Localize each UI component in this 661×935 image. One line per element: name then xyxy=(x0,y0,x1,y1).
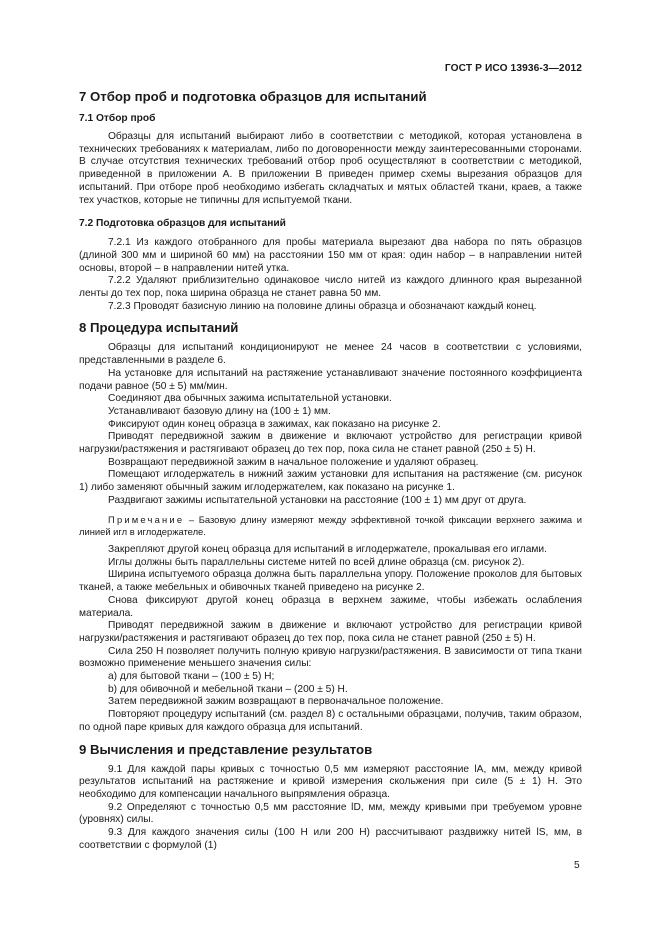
subsection-7-2-title: 7.2 Подготовка образцов для испытаний xyxy=(79,218,286,230)
section-8-title: 8 Процедура испытаний xyxy=(79,320,239,336)
paragraph-8-16: а) для бытовой ткани – (100 ± 5) Н; xyxy=(108,671,275,683)
paragraph-8-18: Затем передвижной зажим возвращают в первоначальное положение. xyxy=(108,696,444,708)
paragraph-7-1: Образцы для испытаний выбирают либо в соответствии с методикой, которая установлена в технических требованиях к материалам, либо по договоренности между заинтересованными сторонами. В случае отсутствия технических требований отбор проб осуществляют в соответствии с методикой, приведенной в приложении А. В приложении В приведен пример схемы вырезания образцов для испытаний. При отборе проб необходимо избегать складчатых и мятых областей ткани, краев, а также тех участков, которые не типичны для испытуемой ткани. xyxy=(79,131,582,206)
paragraph-7-2-1: 7.2.1 Из каждого отобранного для пробы материала вырезают два набора по пять образцов (длиной 300 мм и шириной 60 мм) на расстоянии 150 мм от края: один набор – в направлении нитей основы, второй – в направлении нитей утка. xyxy=(79,237,582,274)
paragraph-8-12: Ширина испытуемого образца должна быть параллельна упору. Положение проколов для бытовых тканей, а также мебельных и обивочных тканей приведено на рисунке 2. xyxy=(79,569,582,594)
paragraph-8-6: Приводят передвижной зажим в движение и включают устройство для регистрации кривой нагрузки/растяжения и растягивают образец до тех пор, пока сила не станет равной (250 ± 5) Н. xyxy=(79,431,582,456)
paragraph-8-17: b) для обивочной и мебельной ткани – (200 ± 5) Н. xyxy=(108,683,348,695)
paragraph-8-3: Соединяют два обычных зажима испытательной установки. xyxy=(108,393,392,405)
paragraph-8-1: Образцы для испытаний кондиционируют не менее 24 часов в соответствии с условиями, представленными в разделе 6. xyxy=(79,342,582,367)
paragraph-8-19: Повторяют процедуру испытаний (см. раздел 8) с остальными образцами, получив, таким образом, по одной паре кривых для каждого образца для испытаний. xyxy=(79,709,582,733)
paragraph-8-10: Закрепляют другой конец образца для испытаний в иглодержателе, прокалывая его иглами. xyxy=(108,543,547,555)
paragraph-8-15: Сила 250 Н позволяет получить полную кривую нагрузки/растяжения. В зависимости от типа ткани возможно применение меньшего значения силы: xyxy=(79,645,582,670)
document-header: ГОСТ Р ИСО 13936-3—2012 xyxy=(444,63,582,74)
paragraph-8-13: Снова фиксируют другой конец образца в верхнем зажиме, чтобы избежать ослабления материала. xyxy=(79,594,582,619)
paragraph-8-4: Устанавливают базовую длину на (100 ± 1) мм. xyxy=(108,405,331,417)
paragraph-9-1: 9.1 Для каждой пары кривых с точностью 0,5 мм измеряют расстояние lA, мм, между кривой результатов испытаний на растяжение и кривой измерения скольжения при силе (5 ± 1) Н. Это необходимо для компенсации начального выпрямления образца. xyxy=(79,763,582,800)
paragraph-9-3: 9.3 Для каждого значения силы (100 Н или 200 Н) рассчитывают раздвижку нитей lS, мм, в соответствии с формулой (1) xyxy=(79,827,582,851)
paragraph-7-2-2: 7.2.2 Удаляют приблизительно одинаковое число нитей из каждого длинного края вырезанной ленты до тех пор, пока ширина образца не станет равна 50 мм. xyxy=(79,275,582,300)
subsection-7-1-title: 7.1 Отбор проб xyxy=(79,113,156,124)
paragraph-9-2: 9.2 Определяют с точностью 0,5 мм расстояние lD, мм, между кривыми при требуемом уровне (уровнях) силы. xyxy=(79,801,582,826)
note-label: Примечание xyxy=(108,513,185,525)
note-text: – Базовую длину измеряют между эффективной точкой фиксации верхнего зажима и линией игл в иглодержателе. xyxy=(79,513,582,537)
paragraph-7-2-3: 7.2.3 Проводят базисную линию на половине длины образца и обозначают каждый конец. xyxy=(108,300,537,312)
paragraph-8-14: Приводят передвижной зажим в движение и включают устройство для регистрации кривой нагрузки/растяжения и растягивают образец до тех пор, пока сила не станет равной (250 ± 5) Н. xyxy=(79,620,582,644)
section-7-title: 7 Отбор проб и подготовка образцов для испытаний xyxy=(79,89,427,104)
paragraph-8-5: Фиксируют один конец образца в зажимах, как показано на рисунке 2. xyxy=(108,418,441,430)
page-number: 5 xyxy=(574,860,580,871)
paragraph-8-7: Возвращают передвижной зажим в начальное положение и удаляют образец. xyxy=(108,456,479,468)
paragraph-8-8: Помещают иглодержатель в нижний зажим установки для испытания на растяжение (см. рисунок 1) либо заменяют обычный зажим иглодержателем, как показано на рисунке 1. xyxy=(79,469,582,494)
note-paragraph xyxy=(79,514,582,538)
section-9-title: 9 Вычисления и представление результатов xyxy=(79,741,373,757)
paragraph-8-9: Раздвигают зажимы испытательной установки на расстояние (100 ± 1) мм друг от друга. xyxy=(108,494,527,506)
paragraph-8-11: Иглы должны быть параллельны системе нитей по всей длине образца (см. рисунок 2). xyxy=(108,556,525,568)
paragraph-8-2: На установке для испытаний на растяжение устанавливают значение постоянного коэффициента подачи равное (50 ± 5) мм/мин. xyxy=(79,367,582,392)
